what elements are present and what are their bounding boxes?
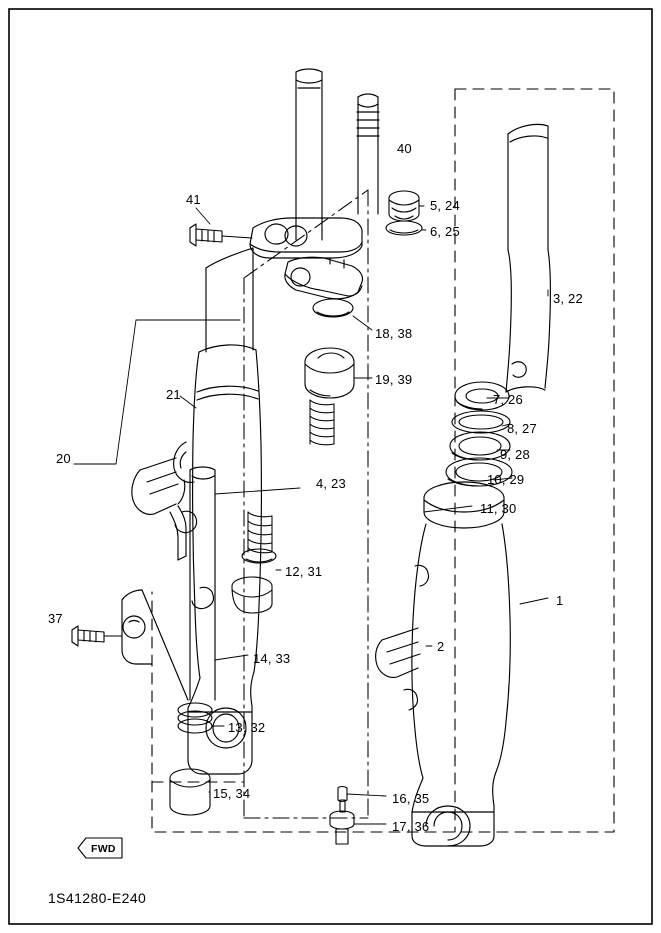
spring-12-31	[248, 512, 272, 553]
bolt-16-35	[338, 787, 347, 813]
leader-41	[196, 208, 210, 224]
page-border	[9, 9, 652, 924]
oring-6-25	[386, 221, 422, 235]
steering-crown-group	[250, 69, 379, 299]
callout-15-34: 15, 34	[213, 786, 251, 801]
callout-6-25: 6, 25	[430, 224, 460, 239]
spring-upper	[310, 400, 334, 445]
callout-18-38: 18, 38	[375, 326, 413, 341]
bolt-17-36	[330, 811, 354, 844]
callout-5-24: 5, 24	[430, 198, 460, 213]
callout-41: 41	[186, 192, 201, 207]
callout-4-23: 4, 23	[316, 476, 346, 491]
callout-16-35: 16, 35	[392, 791, 430, 806]
leader-1	[520, 598, 548, 604]
bush-15-34	[170, 769, 210, 815]
callout-37: 37	[48, 611, 63, 626]
leader-18-38	[353, 316, 372, 330]
guide-19-39	[305, 348, 354, 398]
left-fork-assembly	[122, 248, 261, 774]
seat-lower	[232, 577, 272, 613]
leader-21	[180, 396, 196, 408]
callout-9-28: 9, 28	[500, 447, 530, 462]
group-box-assembly-1	[152, 89, 614, 832]
callout-1: 1	[556, 593, 564, 608]
leader-4-23	[215, 488, 300, 494]
callout-20: 20	[56, 451, 71, 466]
callout-10-29: 10, 29	[487, 472, 525, 487]
callout-12-31: 12, 31	[285, 564, 323, 579]
leader-16-35	[347, 794, 386, 796]
callout-2: 2	[437, 639, 445, 654]
callout-7-26: 7, 26	[493, 392, 523, 407]
callout-14-33: 14, 33	[253, 651, 291, 666]
outer-tube-3-22	[506, 124, 550, 392]
leader-20	[74, 320, 136, 464]
bushing-12-31	[242, 549, 276, 563]
callout-13-32: 13, 32	[228, 720, 266, 735]
callout-3-22: 3, 22	[553, 291, 583, 306]
clip-8-27	[452, 411, 510, 433]
callout-40: 40	[397, 141, 412, 156]
callout-11-30: 11, 30	[480, 501, 517, 516]
callout-21: 21	[166, 387, 181, 402]
callout-17-36: 17, 36	[392, 819, 430, 834]
fwd-text: FWD	[91, 843, 116, 855]
callout-19-39: 19, 39	[375, 372, 413, 387]
spacer-18-38	[313, 299, 353, 317]
bolt-41	[190, 224, 252, 246]
cap-bolt-5-24	[389, 191, 419, 221]
bolt-37	[72, 626, 104, 646]
drawing-part-number: 1S41280-E240	[48, 890, 147, 906]
washer-13-32	[178, 703, 212, 733]
leader-14-33	[215, 655, 248, 660]
callout-8-27: 8, 27	[507, 421, 537, 436]
